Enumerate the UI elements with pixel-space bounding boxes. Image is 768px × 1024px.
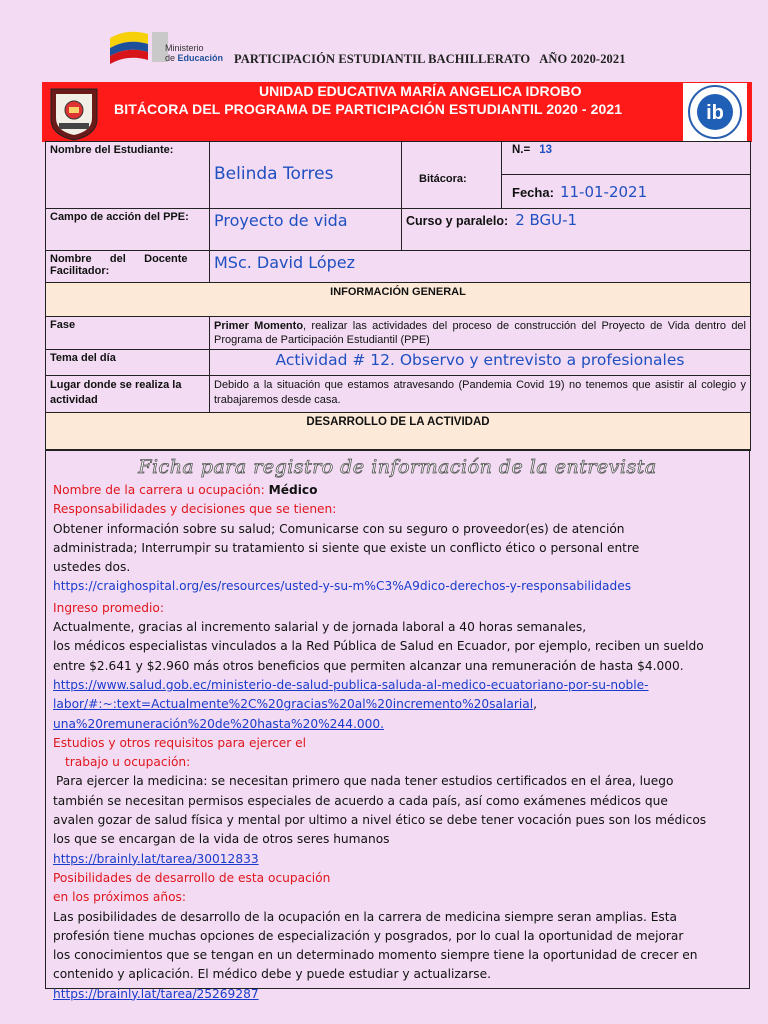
activity-section <box>45 449 750 1001</box>
ib-text: ib <box>706 102 724 124</box>
date-value: 11-01-2021 <box>559 182 648 201</box>
place-text: Debido a la situación que estamos atravesando (Pandemia Covid 19) no tenemos que asistir al colegio y trabajaremos desde casa. <box>210 376 751 413</box>
topic-cell <box>210 350 751 376</box>
student-name: Belinda Torres <box>214 164 334 184</box>
activity-body <box>46 481 749 1004</box>
ecuador-flag-logo <box>108 28 170 64</box>
phase-label: Fase <box>46 317 210 350</box>
date-label: Fecha: <box>512 184 554 200</box>
field-label: Campo de acción del PPE: <box>46 209 210 251</box>
studies-line: avalen gozar de salud física y mental por ultimo a nivel ético se debe tener vocación pues son los médicos <box>53 813 707 828</box>
resp-line: ustedes dos. <box>53 560 131 575</box>
teacher-label: Nombre del Docente Facilitador: <box>46 251 210 283</box>
teacher-cell <box>210 251 751 283</box>
teacher-value: MSc. David López <box>214 253 356 272</box>
ministerio-logo-text: Ministerio de Educación <box>165 43 224 63</box>
development-heading: DESARROLLO DE LA ACTIVIDAD <box>46 413 751 451</box>
career-value: Médico <box>268 483 318 497</box>
resp-line: Obtener información sobre su salud; Comunicarse con su seguro o proveedor(es) de atención <box>53 521 625 536</box>
number-label: N.= <box>512 144 531 156</box>
studies-link[interactable]: https://brainly.lat/tarea/30012833 <box>53 851 259 866</box>
banner-program-title: BITÁCORA DEL PROGRAMA DE PARTICIPACIÓN ESTUDIANTIL 2020 - 2021 <box>114 101 623 117</box>
income-line: Actualmente, gracias al incremento salarial y de jornada laboral a 40 horas semanales, <box>53 620 587 635</box>
date-cell <box>502 175 751 209</box>
income-link[interactable]: labor/#:~:text=Actualmente%2C%20gracias%20al%20incremento%20salarial <box>53 697 534 712</box>
school-crest-icon <box>47 83 101 141</box>
income-link[interactable]: https://www.salud.gob.ec/ministerio-de-salud-publica-saluda-al-medico-ecuatoriano-por-su-noble- <box>53 677 649 692</box>
student-name-cell <box>210 142 402 209</box>
student-label: Nombre del Estudiante: <box>46 142 210 209</box>
phase-text: , realizar las actividades del proceso de construcción del Proyecto de Vida dentro del Programa de Participación Estudiantil (PPE) <box>214 320 746 346</box>
career-label: Nombre de la carrera u ocupación: <box>53 483 265 497</box>
future-label: en los próximos años: <box>53 890 186 905</box>
course-value: 2 BGU-1 <box>515 211 578 229</box>
phase-cell <box>210 317 751 350</box>
number-cell <box>502 142 751 175</box>
future-label: Posibilidades de desarrollo de esta ocupación <box>53 870 331 885</box>
studies-line: también se necesitan permisos especiales de acuerdo a cada país, así como exámenes médicos que <box>53 793 668 808</box>
future-line: Las posibilidades de desarrollo de la ocupación en la carrera de medicina siempre seran amplias. Esta <box>53 909 678 924</box>
studies-line: Para ejercer la medicina: se necesitan primero que nada tener estudios certificados en el área, luego <box>56 774 674 789</box>
field-value-cell <box>210 209 402 251</box>
bitacora-label: Bitácora: <box>402 142 502 209</box>
field-value: Proyecto de vida <box>214 211 348 230</box>
banner-school-name: UNIDAD EDUCATIVA MARÍA ANGELICA IDROBO <box>259 83 582 99</box>
activity-title: Ficha para registro de información de la entrevista <box>138 456 657 478</box>
phase-bold: Primer Momento <box>214 320 304 332</box>
studies-line: los que se encargan de la vida de otros seres humanos <box>53 832 390 847</box>
general-info-heading: INFORMACIÓN GENERAL <box>46 283 751 317</box>
future-line: profesión tiene muchas opciones de especialización y posgrados, por lo cual la oportunidad de mejorar <box>53 928 684 943</box>
resp-line: administrada; Interrumpir su tratamiento si siente que existe un conflicto ético o personal entre <box>53 540 640 555</box>
future-line: los conocimientos que se tengan en un determinado momento siempre tiene la oportunidad de crecer en <box>53 948 698 963</box>
course-label: Curso y paralelo: <box>406 214 509 228</box>
ib-logo <box>683 83 747 141</box>
header-title: PARTICIPACIÓN ESTUDIANTIL BACHILLERATO AÑO 2020-2021 <box>234 52 626 66</box>
income-line: entre $2.641 y $2.960 más otros beneficios que permiten alcanzar una remuneración de hasta $4.000. <box>53 658 684 673</box>
future-line: contenido y aplicación. El médico debe y puede estudiar y actualizarse. <box>53 967 491 982</box>
bitacora-form <box>45 141 751 451</box>
resp-label: Responsabilidades y decisiones que se tienen: <box>53 502 337 517</box>
income-link-comma: , <box>533 697 537 712</box>
place-label: Lugar donde se realiza la actividad <box>46 376 210 413</box>
number-value: 13 <box>539 144 553 156</box>
ib-globe-icon <box>683 83 747 141</box>
income-link[interactable]: una%20remuneración%20de%20hasta%20%244.000. <box>53 716 384 731</box>
topic-value: Actividad # 12. Observo y entrevisto a profesionales <box>275 351 685 369</box>
income-line: los médicos especialistas vinculados a la Red Pública de Salud en Ecuador, por ejemplo, reciben un sueldo <box>53 639 704 654</box>
resp-link[interactable]: https://craighospital.org/es/resources/usted-y-su-m%C3%A9dico-derechos-y-responsabilidades <box>53 579 632 594</box>
studies-label: Estudios y otros requisitos para ejercer el <box>53 735 307 750</box>
future-link[interactable]: https://brainly.lat/tarea/25269287 <box>53 986 259 1001</box>
topic-label: Tema del día <box>46 350 210 376</box>
income-label: Ingreso promedio: <box>53 600 164 615</box>
school-banner <box>42 82 752 142</box>
top-header <box>100 22 760 72</box>
course-cell <box>402 209 751 251</box>
studies-label: trabajo u ocupación: <box>65 755 191 770</box>
career-row <box>53 481 749 500</box>
